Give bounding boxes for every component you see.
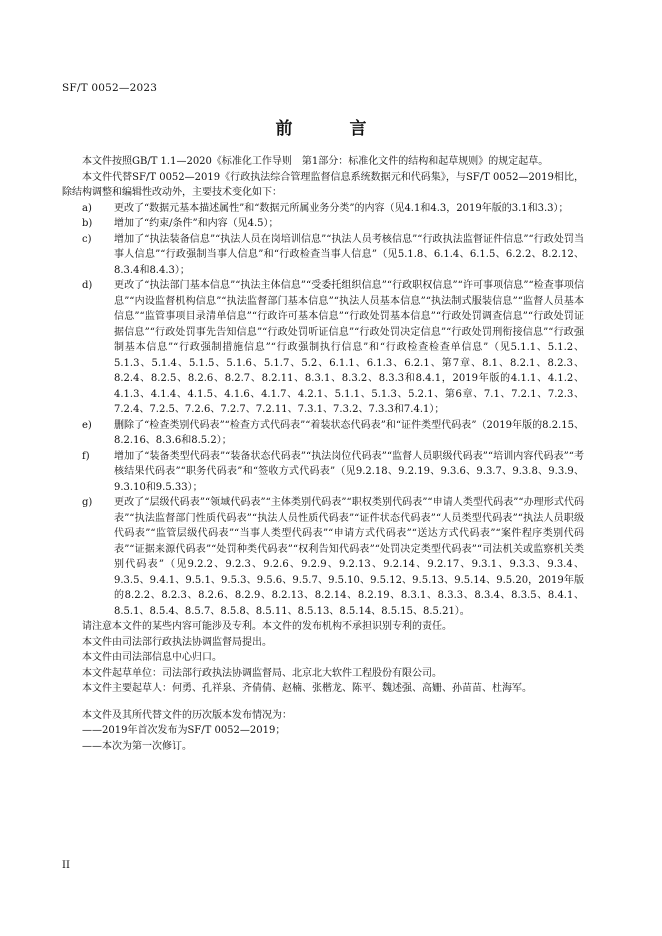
change-marker: d) [82, 280, 93, 291]
intro-paragraph: 本文件代替SF/T 0052—2019《行政执法综合管理监督信息系统数据元和代码集》，与SF/T 0052—2019相比，除结构调整和编辑性改动外，主要技术变化如下： [62, 171, 584, 198]
page-title: 前 言 [275, 119, 387, 139]
change-item [62, 278, 584, 418]
change-text: 增加了“执法装备信息”“执法人员在岗培训信息”“执法人员考核信息”“行政执法监督证件信息”“行政处罚当事人信息”“行政强制当事人信息”和“行政检查当事人信息”（见5.1.8、6.1.4、6.1.5、6.2.2、8.2.12、8.3.4和8.4.3）； [114, 233, 584, 276]
patent-notice: 请注意本文件的某些内容可能涉及专利。本文件的发布机构不承担识别专利的责任。 [82, 621, 452, 632]
change-text: 增加了“约束/条件”和内容（见4.5）； [114, 218, 279, 229]
changes-list [62, 201, 584, 620]
change-marker: f) [82, 450, 90, 462]
change-text: 删除了“检查类别代码表”“检查方式代码表”“着装状态代码表”和“证件类型代码表”（2019年版的8.2.15、8.2.16、8.3.6和8.5.2）； [114, 419, 584, 446]
drafting-unit-paragraph: 本文件起草单位：司法部行政执法协调监督局、北京北大软件工程股份有限公司。 [82, 667, 442, 679]
change-item [62, 449, 584, 496]
history-item: ——本次为第一次修订。 [82, 740, 192, 752]
change-marker: c) [82, 233, 92, 245]
change-item [62, 232, 584, 279]
intro-paragraph: 本文件按照GB/T 1.1—2020《标准化工作导则 第1部分：标准化文件的结构和起草规则》的规定起草。 [82, 156, 549, 167]
change-item [62, 418, 584, 449]
section-gap [62, 697, 584, 708]
change-item [62, 201, 584, 217]
document-body [62, 154, 584, 754]
history-intro: 本文件及其所代替文件的历次版本发布情况为： [82, 709, 292, 721]
change-text: 增加了“装备类型代码表”“装备状态代码表”“执法岗位代码表”“监督人员职级代码表”“培训内容代码表”“考核结果代码表”“职务代码表”和“签收方式代码表”（见9.2.18、9.2.19、9.3.6、9.3.7、9.3.8、9.3.9、9.3.10和9.5.33）； [114, 450, 584, 493]
change-marker: e) [82, 419, 92, 431]
change-marker: b) [82, 218, 93, 229]
history-item: ——2019年首次发布为SF/T 0052—2019； [82, 725, 286, 736]
change-text: 更改了“执法部门基本信息”“执法主体信息”“受委托组织信息”“行政职权信息”“许可事项信息”“检查事项信息”“内设监督机构信息”“执法监督部门基本信息”“执法人员基本信息”“执法制式服装信息”“监督人员基本信息”“监管事项目录清单信息”“行政许可基本信息”“行政处罚基本信息”“行政处罚调查信息”“行政处罚证据信息”“行政处罚事先告知信息”“行政处罚听证信息”“行政处罚决定信息”“行政处罚刑衔接信息”“行政强制基本信息”“行政强制措施信息”“行政强制执行信息”和“行政检查检查单信息”（见5.1.1、5.1.2、5.1.3、5.1.4、5.1.5、5.1.6、5.1.7、5.2、6.1.1、6.1.3、6.2.1、第7章、8.1、8.2.1、8.2.3、8.2.4、8.2.5、8.2.6、8.2.7、8.2.11、8.3.1、8.3.2、8.3.3和8.4.1，2019年版的4.1.1、4.1.2、4.1.3、4.1.4、4.1.5、4.1.6、4.1.7、4.2.1、5.1.1、5.1.3、5.2.1、第6章、7.1、7.2.1、7.2.3、7.2.4、7.2.5、7.2.6、7.2.7、7.2.11、7.3.1、7.3.2、7.3.3和7.4.1）； [114, 280, 584, 415]
proposer-paragraph: 本文件由司法部行政执法协调监督局提出。 [82, 636, 272, 648]
administrator-paragraph: 本文件由司法部信息中心归口。 [82, 652, 222, 663]
standard-code: SF/T 0052—2023 [62, 82, 158, 94]
change-text: 更改了“数据元基本描述属性”和“数据元所属业务分类”的内容（见4.1和4.3，2019年版的3.1和3.3）； [114, 202, 569, 214]
change-marker: g) [82, 497, 93, 508]
change-item [62, 495, 584, 619]
change-marker: a) [82, 202, 92, 214]
page-number: II [62, 860, 70, 871]
change-text: 更改了“层级代码表”“领域代码表”“主体类别代码表”“职权类别代码表”“申请人类型代码表”“办理形式代码表”“执法监督部门性质代码表”“执法人员性质代码表”“证件状态代码表”“人员类型代码表”“执法人员职级代码表”“监管层级代码表”“当事人类型代码表”“申请方式代码表”“送达方式代码表”“案件程序类别代码表”“证据来源代码表”“处罚种类代码表”“权利告知代码表”“处罚决定类型代码表”“司法机关或监察机关类别代码表”（见9.2.2、9.2.3、9.2.6、9.2.9、9.2.13、9.2.14、9.2.17、9.3.1、9.3.3、9.3.4、9.3.5、9.4.1、9.5.1、9.5.3、9.5.6、9.5.7、9.5.10、9.5.12、9.5.13、9.5.14、9.5.20，2019年版的8.2.2、8.2.3、8.2.6、8.2.9、8.2.13、8.2.14、8.2.19、8.3.1、8.3.3、8.3.4、8.3.5、8.4.1、8.5.1、8.5.4、8.5.7、8.5.8、8.5.11、8.5.13、8.5.14、8.5.15、8.5.21）。 [114, 497, 584, 617]
change-item [62, 216, 584, 232]
drafters-paragraph: 本文件主要起草人：何勇、孔祥泉、齐倩倩、赵楠、张楷龙、陈平、魏述强、高姗、孙苗苗、杜海军。 [82, 683, 532, 694]
